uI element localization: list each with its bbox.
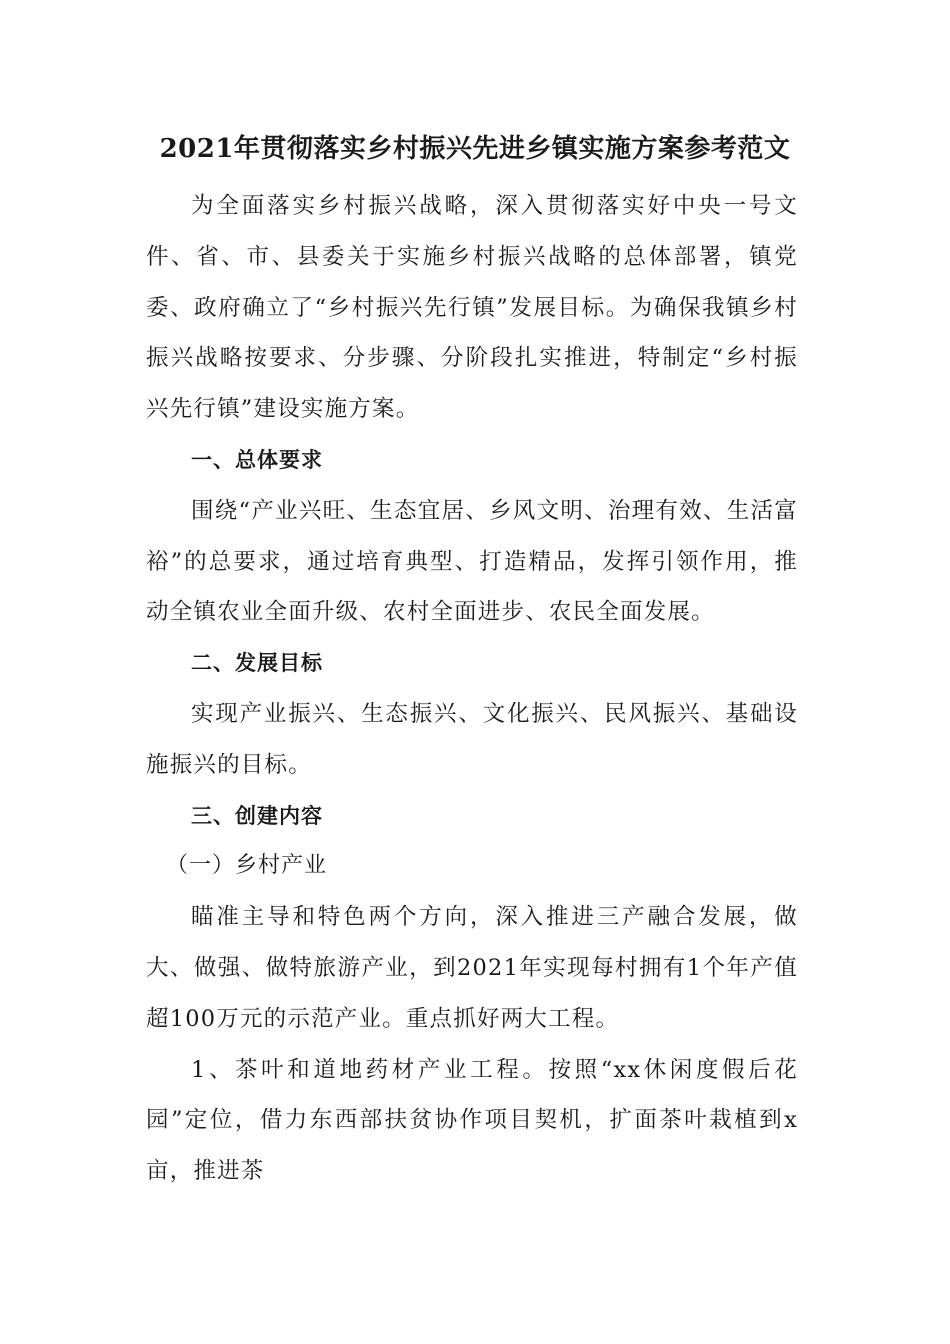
section-paragraph-overall-requirements: 围绕“产业兴旺、生态宜居、乡风文明、治理有效、生活富裕”的总要求，通过培育典型、打造精品，发挥引领作用，推动全镇农业全面升级、农村全面进步、农民全面发展。 xyxy=(146,497,798,626)
section-heading-development-goals: 二、发展目标 xyxy=(191,651,323,676)
document-title: 2021年贯彻落实乡村振兴先进乡镇实施方案参考范文 xyxy=(159,134,791,164)
section-heading-overall-requirements: 一、总体要求 xyxy=(191,447,323,472)
section-heading-creation-content: 三、创建内容 xyxy=(191,803,323,828)
intro-paragraph: 为全面落实乡村振兴战略，深入贯彻落实好中央一号文件、省、市、县委关于实施乡村振兴战略的总体部署，镇党委、政府确立了“乡村振兴先行镇”发展目标。为确保我镇乡村振兴战略按要求、分步骤、分阶段扎实推进，特制定“乡村振兴先行镇”建设实施方案。 xyxy=(146,193,798,423)
subsection-heading-rural-industry: （一）乡村产业 xyxy=(166,853,328,879)
subsection-paragraph-rural-industry: 瞄准主导和特色两个方向，深入推进三产融合发展，做大、做强、做特旅游产业，到2021年实现每村拥有1个年产值超100万元的示范产业。重点抓好两大工程。 xyxy=(146,904,798,1032)
document-body xyxy=(146,181,798,1197)
section-paragraph-development-goals: 实现产业振兴、生态振兴、文化振兴、民风振兴、基础设施振兴的目标。 xyxy=(146,700,798,778)
list-item-tea-medicine-project: 1、茶叶和道地药材产业工程。按照“xx休闲度假后花园”定位，借力东西部扶贫协作项目契机，扩面茶叶栽植到x亩，推进茶 xyxy=(146,1056,798,1185)
